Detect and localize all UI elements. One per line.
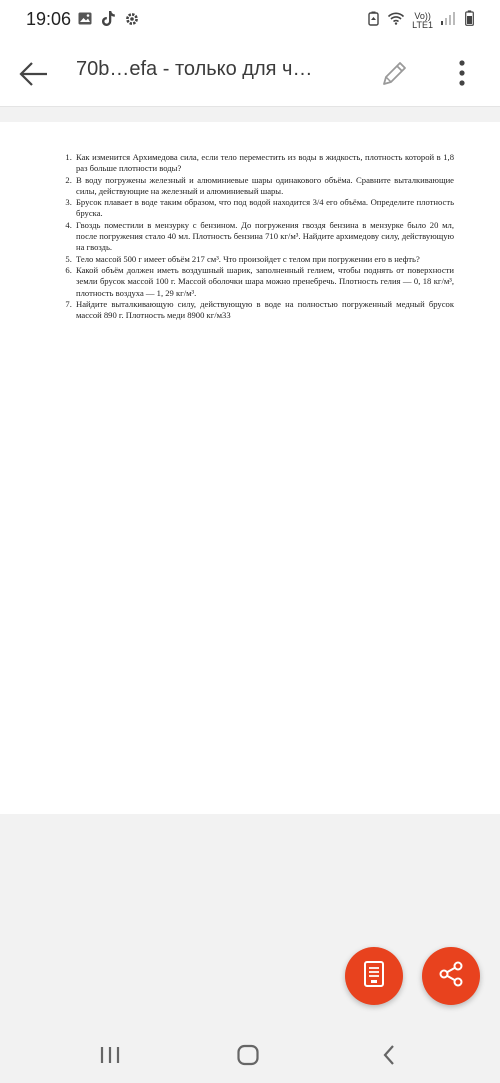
system-nav-bar xyxy=(0,1026,500,1083)
arrow-left-icon[interactable] xyxy=(18,58,50,90)
document-icon xyxy=(363,961,385,992)
task-list xyxy=(58,152,454,321)
network-type-label xyxy=(412,12,433,30)
task-item: 5. Тело массой 500 г имеет объём 217 см³. Что произойдет с телом при погружении его в нефть? xyxy=(74,254,454,265)
settings-icon xyxy=(125,12,139,31)
document-mode-button[interactable] xyxy=(345,947,403,1005)
document-page[interactable] xyxy=(0,122,500,814)
wifi-icon xyxy=(388,12,404,30)
status-bar xyxy=(0,0,500,40)
document-title: 70b…efa - только для ч… xyxy=(76,58,313,80)
task-item: 3. Брусок плавает в воде таким образом, что под водой находится 3/4 его объёма. Определите плотность бруска. xyxy=(74,197,454,220)
back-chevron-icon[interactable] xyxy=(378,1044,402,1066)
task-item: 6. Какой объём должен иметь воздушный шарик, заполненный гелием, чтобы поднять от поверхности земли брусок массой 100 г. Массой оболочки шара можно пренебречь. Плотность гелия — 0, 18 кг/м³, плотность воздуха — 1, 29 кг/м³. xyxy=(74,265,454,299)
tiktok-icon xyxy=(102,11,115,31)
recents-icon[interactable] xyxy=(98,1044,122,1066)
status-time: 19:06 xyxy=(26,9,72,29)
task-item: 1. Как изменится Архимедова сила, если тело переместить из воды в жидкость, плотность которой в 1,8 раз больше плотности воды? xyxy=(74,152,454,175)
home-icon[interactable] xyxy=(236,1044,260,1066)
task-item: 2. В воду погружены железный и алюминиевые шары одинакового объёма. Сравните выталкивающие силы, действующие на железный и алюминиевый шары. xyxy=(74,175,454,198)
pencil-icon[interactable] xyxy=(380,58,410,88)
task-item: 4. Гвоздь поместили в мензурку с бензином. До погружения гвоздя бензина в мензурке было 20 мл, после погружения стало 40 мл. Плотность бензина 710 кг/м³. Найдите архимедову силу, действующую на гвоздь. xyxy=(74,220,454,254)
more-vertical-icon[interactable] xyxy=(452,58,472,88)
task-item: 7. Найдите выталкивающую силу, действующую в воде на полностью погруженный медный брусок массой 890 г. Плотность меди 8900 кг/м33 xyxy=(74,299,454,322)
app-bar xyxy=(0,40,500,107)
gallery-icon xyxy=(78,12,92,30)
battery-icon xyxy=(465,10,474,31)
signal-icon xyxy=(441,12,457,30)
share-button[interactable] xyxy=(422,947,480,1005)
battery-saver-icon xyxy=(367,11,380,31)
lte-label: LTE1 xyxy=(412,19,433,30)
volte-label: Vo)) xyxy=(414,10,431,21)
share-icon xyxy=(438,961,464,992)
